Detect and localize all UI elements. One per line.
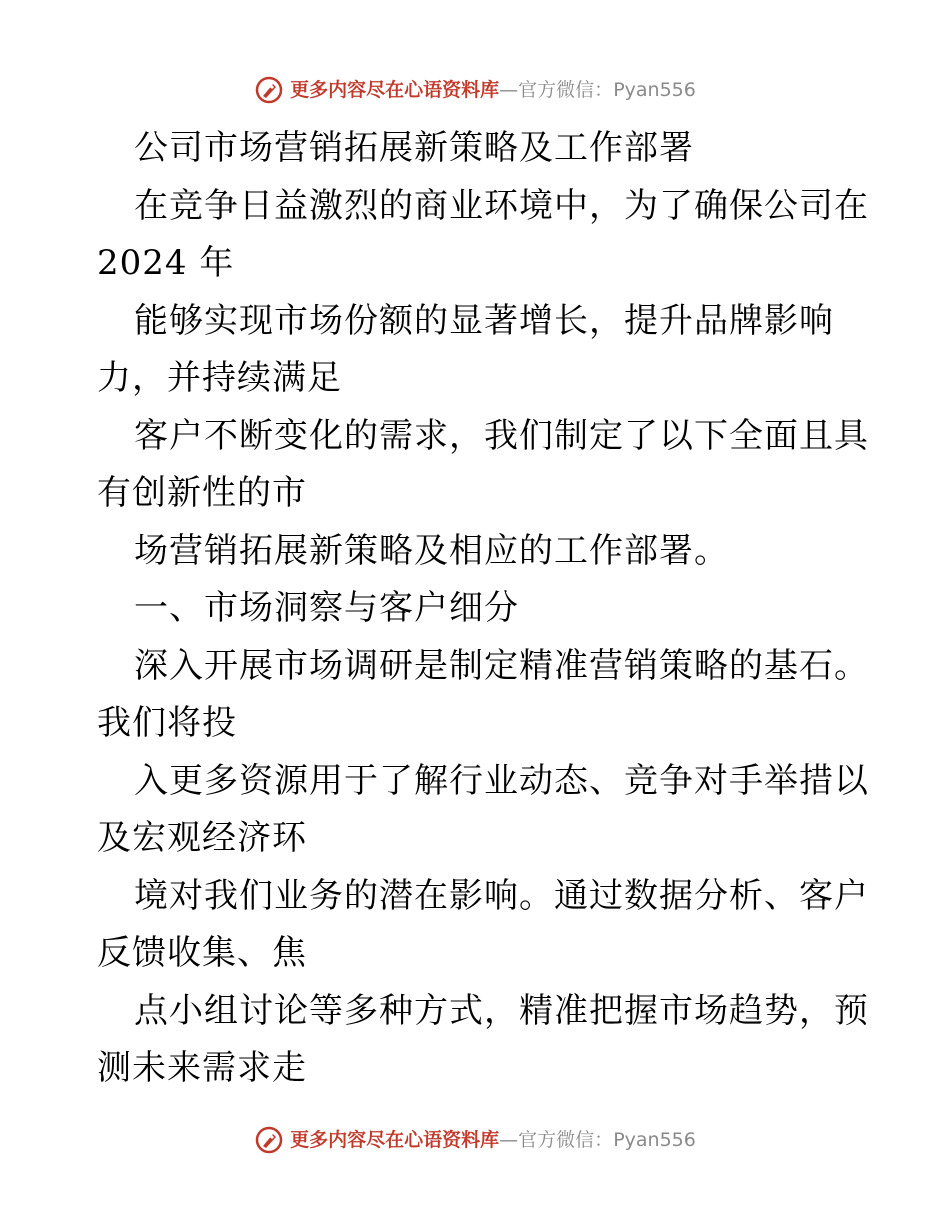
- banner-wechat-id: Pyan556: [613, 1129, 696, 1151]
- banner-colon: ：: [594, 79, 614, 101]
- banner-dash: —: [499, 79, 519, 101]
- footer-banner: [0, 1120, 950, 1160]
- section-heading: 一、市场洞察与客户细分: [134, 588, 519, 628]
- text-line: 境对我们业务的潜在影响。通过数据分析、客户: [134, 875, 869, 916]
- pen-nib-logo-icon: [254, 1125, 284, 1155]
- text-line: 在竞争日益激烈的商业环境中，为了确保公司在: [134, 185, 869, 226]
- text-line: 点小组讨论等多种方式，精准把握市场趋势，预: [134, 990, 869, 1031]
- banner-brand: 更多内容尽在心语资料库: [290, 79, 500, 101]
- text-line: 反馈收集、焦: [97, 933, 307, 973]
- pen-nib-logo-icon: [254, 75, 284, 105]
- banner-service-label: 官方微信: [518, 1129, 595, 1151]
- text-line: 我们将投: [97, 703, 237, 743]
- text-line: 2024 年: [97, 243, 235, 283]
- text-line: 入更多资源用于了解行业动态、竞争对手举措以: [134, 760, 869, 801]
- banner-colon: ：: [594, 1129, 614, 1151]
- text-line: 力，并持续满足: [97, 358, 342, 398]
- banner-text: [290, 75, 696, 105]
- banner-wechat-id: Pyan556: [613, 79, 696, 101]
- document-title: 公司市场营销拓展新策略及工作部署: [134, 128, 694, 168]
- banner-brand: 更多内容尽在心语资料库: [290, 1129, 500, 1151]
- text-line: 场营销拓展新策略及相应的工作部署。: [134, 530, 729, 571]
- banner-dash: —: [499, 1129, 519, 1151]
- banner-service-label: 官方微信: [518, 79, 595, 101]
- text-line: 有创新性的市: [97, 473, 307, 513]
- banner-text: [290, 1125, 696, 1155]
- document-body: [97, 120, 869, 1098]
- text-line: 测未来需求走: [97, 1048, 307, 1088]
- header-banner: [0, 70, 950, 110]
- text-line: 及宏观经济环: [97, 818, 307, 858]
- text-line: 能够实现市场份额的显著增长，提升品牌影响: [134, 300, 834, 341]
- text-line: 深入开展市场调研是制定精准营销策略的基石。: [134, 645, 869, 686]
- text-line: 客户不断变化的需求，我们制定了以下全面且具: [134, 415, 869, 456]
